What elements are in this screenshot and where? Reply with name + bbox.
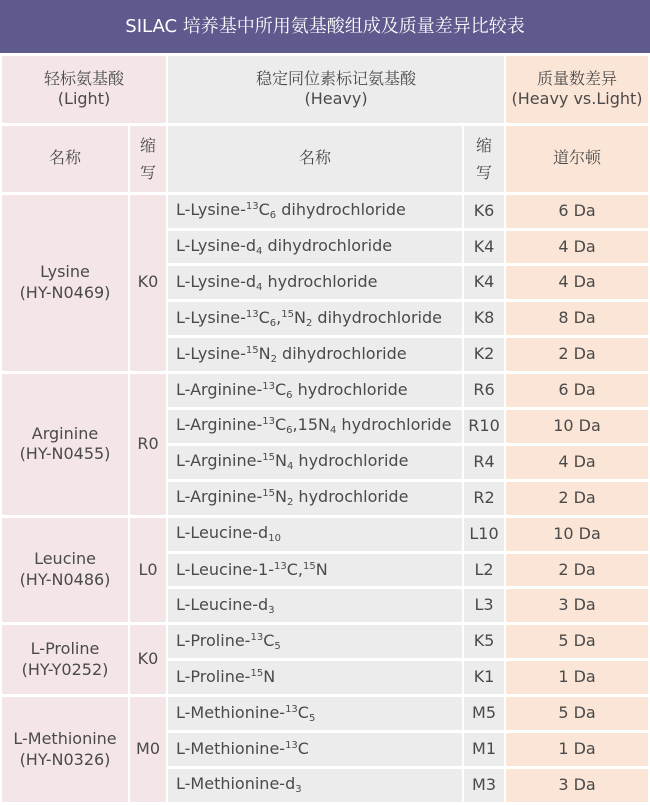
heavy-amino-acid-name [168,195,462,228]
name-text: hydrochloride [293,451,409,471]
name-text: N [275,451,287,471]
heavy-abbr-cell: R10 [464,410,504,443]
name-text: L-Proline- [176,667,251,687]
mass-diff-cell: 6 Da [506,195,648,228]
table-row [2,374,648,407]
group-header-row [2,56,648,123]
mass-diff-cell: 3 Da [506,589,648,622]
mass-diff-cell: 8 Da [506,302,648,335]
name-text: L-Methionine- [176,739,286,759]
isotope-superscript: 15 [262,488,275,500]
name-text: , [276,307,282,327]
light-abbr-header-line2: 写 [140,162,157,182]
light-abbr-header [130,126,166,192]
isotope-superscript: 13 [250,631,264,643]
heavy-amino-acid-name [168,338,462,371]
name-text: hydrochloride [292,379,408,399]
heavy-name-header: 名称 [168,126,462,192]
isotope-superscript: 13 [262,416,275,428]
heavy-group-title: 稳定同位素标记氨基酸 [256,68,417,88]
name-text: dihydrochloride [312,307,442,327]
heavy-amino-acid-name [168,482,462,515]
heavy-amino-acid-name [168,518,462,551]
table-row [2,625,648,658]
heavy-abbr-cell: K2 [464,338,504,371]
mass-diff-cell: 5 Da [506,625,648,658]
heavy-abbr-header-line1: 缩 [476,135,493,155]
mass-diff-cell: 4 Da [506,446,648,479]
isotope-superscript: 13 [262,380,275,392]
name-text: dihydrochloride [276,343,407,363]
name-text: C [297,739,309,759]
mass-diff-cell: 10 Da [506,410,648,443]
count-subscript: 3 [295,784,302,796]
name-text: C [275,415,287,435]
light-amino-acid-catalog: (HY-Y0252) [21,659,109,679]
light-group-title: 轻标氨基酸 [44,68,125,88]
heavy-abbr-cell: K5 [464,625,504,658]
count-subscript: 2 [270,353,277,365]
count-subscript: 2 [286,497,294,509]
mass-diff-cell: 1 Da [506,661,648,694]
name-text: hydrochloride [262,271,378,291]
diff-group-title: 质量数差异 [537,68,618,88]
table-row [2,697,648,730]
name-text: L-Lysine-d [176,235,257,255]
light-amino-acid-catalog: (HY-N0455) [19,444,111,464]
isotope-superscript: 15 [245,344,259,356]
heavy-abbr-cell: M1 [464,733,504,766]
mass-diff-cell: 6 Da [506,374,648,407]
name-text: N [263,667,276,687]
count-subscript: 4 [256,281,263,293]
isotope-superscript: 15 [303,560,316,572]
heavy-amino-acid-name [168,733,462,766]
amino-acid-table [0,53,650,805]
isotope-superscript: 15 [281,308,294,320]
mass-diff-cell: 1 Da [506,733,648,766]
heavy-abbr-cell: K4 [464,231,504,264]
mass-diff-cell: 4 Da [506,266,648,299]
name-text: L-Proline- [176,630,251,650]
mass-diff-cell: 2 Da [506,554,648,587]
name-text: N [258,343,271,363]
heavy-group-header [168,56,504,123]
light-abbr-cell: M0 [130,697,166,802]
light-abbr-cell: R0 [130,374,166,515]
count-subscript: 6 [286,389,293,401]
count-subscript: 5 [308,712,316,724]
light-amino-acid-catalog: (HY-N0469) [19,282,111,302]
light-amino-acid-cell [2,697,128,802]
name-text: N [293,307,306,327]
heavy-abbr-cell: K6 [464,195,504,228]
light-abbr-cell: K0 [130,195,166,371]
light-amino-acid-cell [2,195,128,371]
name-text: L-Methionine-d [176,774,296,794]
heavy-abbr-cell: L10 [464,518,504,551]
heavy-amino-acid-name [168,625,462,658]
count-subscript: 2 [305,317,313,329]
count-subscript: 3 [268,604,275,616]
count-subscript: 5 [274,640,281,652]
heavy-abbr-cell: K4 [464,266,504,299]
light-abbr-header-line1: 缩 [140,135,157,155]
light-amino-acid-name: Arginine [31,423,99,443]
name-text: L-Methionine- [176,702,286,722]
light-amino-acid-name: Leucine [34,549,96,569]
heavy-abbr-cell: R6 [464,374,504,407]
count-subscript: 6 [269,210,277,222]
name-text: L-Arginine- [176,379,263,399]
light-amino-acid-cell [2,625,128,694]
name-text: L-Lysine- [176,200,246,220]
isotope-superscript: 15 [262,452,275,464]
mass-diff-cell: 2 Da [506,338,648,371]
name-text: hydrochloride [293,487,409,507]
isotope-superscript: 13 [274,560,287,572]
isotope-superscript: 13 [245,201,259,213]
heavy-abbr-cell: R2 [464,482,504,515]
heavy-amino-acid-name [168,589,462,622]
name-text: ,15N [292,415,330,435]
heavy-amino-acid-name [168,661,462,694]
heavy-amino-acid-name [168,266,462,299]
heavy-abbr-cell: M3 [464,769,504,802]
name-text: L-Lysine- [176,307,246,327]
light-abbr-cell: K0 [130,625,166,694]
name-text: L-Leucine-1- [176,559,274,579]
name-text: C, [286,559,303,579]
heavy-abbr-header [464,126,504,192]
table-body [2,56,648,802]
count-subscript: 4 [256,245,263,257]
heavy-group-subtitle: (Heavy) [304,89,368,109]
table-row [2,518,648,551]
name-text: C [275,379,287,399]
light-group-header [2,56,166,123]
name-text: C [258,200,270,220]
light-amino-acid-name: L-Proline [30,638,100,658]
mass-diff-cell: 4 Da [506,231,648,264]
heavy-amino-acid-name [168,374,462,407]
isotope-superscript: 13 [285,740,298,752]
heavy-abbr-cell: L2 [464,554,504,587]
isotope-superscript: 13 [245,308,259,320]
table-title: SILAC 培养基中所用氨基酸组成及质量差异比较表 [0,0,650,53]
name-text: dihydrochloride [276,200,406,220]
light-amino-acid-catalog: (HY-N0326) [19,749,111,769]
light-name-header: 名称 [2,126,128,192]
isotope-superscript: 15 [250,668,264,680]
mass-diff-cell: 2 Da [506,482,648,515]
heavy-amino-acid-name [168,554,462,587]
count-subscript: 4 [286,461,294,473]
mass-diff-cell: 10 Da [506,518,648,551]
heavy-abbr-cell: K8 [464,302,504,335]
isotope-superscript: 13 [285,703,298,715]
heavy-abbr-header-line2: 写 [476,162,493,182]
heavy-abbr-cell: R4 [464,446,504,479]
name-text: L-Arginine- [176,451,263,471]
table-row [2,195,648,228]
name-text: L-Lysine-d [176,271,257,291]
heavy-abbr-cell: K1 [464,661,504,694]
heavy-abbr-cell: M5 [464,697,504,730]
light-amino-acid-catalog: (HY-N0486) [19,569,111,589]
name-text: L-Lysine- [176,343,246,363]
name-text: C [258,307,270,327]
count-subscript: 10 [268,533,281,545]
name-text: N [275,487,287,507]
mass-diff-cell: 3 Da [506,769,648,802]
light-amino-acid-name: L-Methionine [13,728,117,748]
name-text: hydrochloride [336,415,452,435]
heavy-amino-acid-name [168,231,462,264]
heavy-amino-acid-name [168,410,462,443]
column-header-row [2,126,648,192]
heavy-amino-acid-name [168,302,462,335]
name-text: L-Arginine- [176,487,263,507]
heavy-amino-acid-name [168,697,462,730]
count-subscript: 6 [269,317,277,329]
name-text: N [315,559,328,579]
mass-diff-cell: 5 Da [506,697,648,730]
heavy-amino-acid-name [168,769,462,802]
diff-group-subtitle: (Heavy vs.Light) [511,89,643,109]
name-text: L-Arginine- [176,415,263,435]
name-text: L-Leucine-d [176,523,269,543]
diff-group-header [506,56,648,123]
heavy-amino-acid-name [168,446,462,479]
count-subscript: 6 [286,425,293,437]
name-text: dihydrochloride [262,235,393,255]
light-group-subtitle: (Light) [57,89,111,109]
heavy-abbr-cell: L3 [464,589,504,622]
count-subscript: 4 [329,425,337,437]
light-amino-acid-name: Lysine [40,262,90,282]
name-text: C [263,630,275,650]
light-abbr-cell: L0 [130,518,166,623]
name-text: C [297,702,309,722]
diff-unit-header: 道尔顿 [506,126,648,192]
light-amino-acid-cell [2,374,128,515]
name-text: L-Leucine-d [176,594,269,614]
light-amino-acid-cell [2,518,128,623]
